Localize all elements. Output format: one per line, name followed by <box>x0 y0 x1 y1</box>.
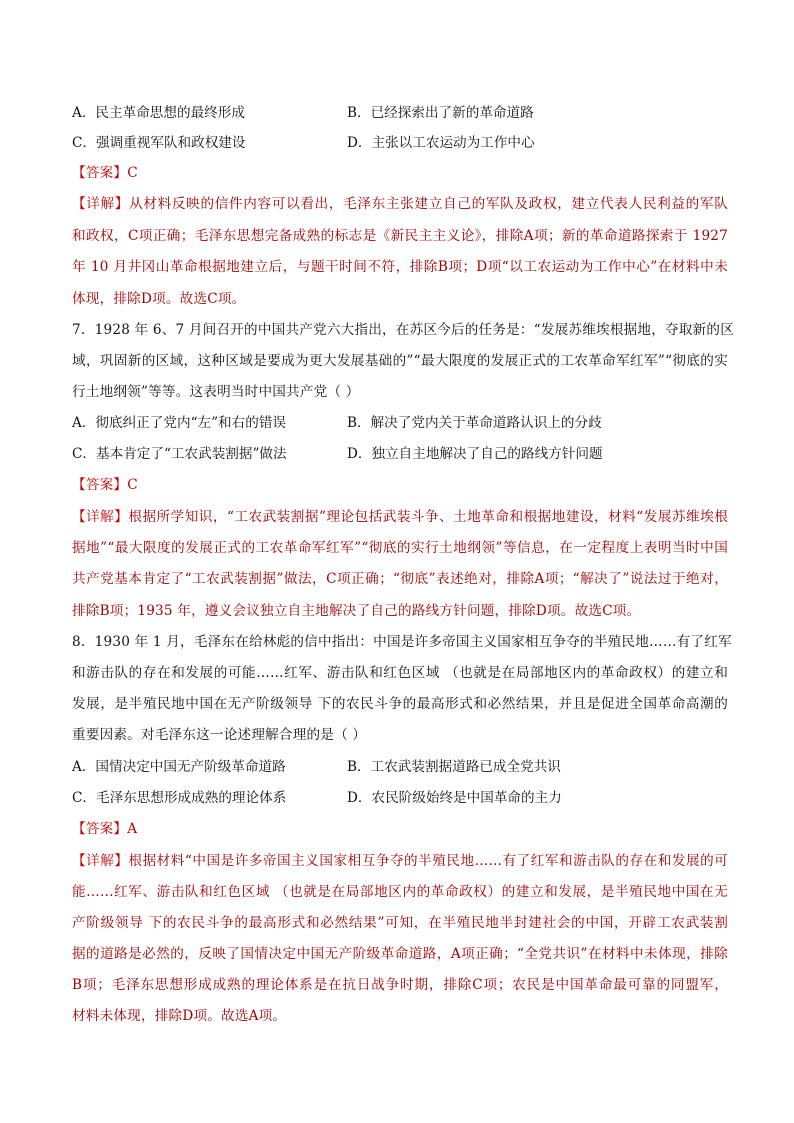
q7-option-a: A．彻底纠正了党内“左”和右的错误 <box>72 415 287 431</box>
q7-detail-tag: 【详解】 <box>72 509 129 525</box>
q8-stem-line-1: 8．1930 年 1 月，毛泽东在给林彪的信中指出：中国是许多帝国主义国家相互争夺的半殖民地……有了红军 <box>72 634 732 650</box>
q8-stem-line-4: 重要因素。对毛泽东这一论述理解合理的是（ ） <box>72 727 367 743</box>
q6-option-a: A．民主革命思想的最终形成 <box>72 105 245 121</box>
q7-detail-line-4: 排除B项；1935 年，遵义会议独立自主地解决了自己的路线方针问题，排除D项。故选C项。 <box>72 603 641 619</box>
q7-detail-line-2: 据地”“最大限度的发展正式的工农革命军红军”“彻底的实行土地纲领”等信息，在一定程度上表明当时中国 <box>72 540 728 556</box>
q8-option-b: B．工农武装割据道路已成全党共识 <box>347 759 561 775</box>
q8-option-c: C．毛泽东思想形成成熟的理论体系 <box>72 790 287 806</box>
q7-stem-line-1: 7．1928 年 6、7 月间召开的中国共产党六大指出，在苏区今后的任务是：“发展苏维埃根据地，夺取新的区 <box>72 322 734 338</box>
q6-answer <box>72 163 138 183</box>
q7-detail-line-1 <box>72 507 728 527</box>
q8-option-a: A．国情决定中国无产阶级革命道路 <box>72 759 286 775</box>
q7-answer-tag: 【答案】 <box>72 477 128 493</box>
q6-option-b: B．已经探索出了新的革命道路 <box>347 105 534 121</box>
q7-answer-value: C <box>127 477 138 493</box>
q6-detail-line-2: 和政权，C项正确；毛泽东思想完备成熟的标志是《新民主主义论》，排除A项；新的革命道路探索于 1927 <box>72 228 728 244</box>
q8-detail-line-3: 产阶级领导 下的农民斗争的最高形式和必然结果”可知，在半殖民地半封建社会的中国，开辟工农武装割 <box>72 915 728 931</box>
q6-detail-line-1 <box>72 194 728 214</box>
q6-option-c: C．强调重视军队和政权建设 <box>72 135 246 151</box>
q7-option-c: C．基本肯定了“工农武装割据”做法 <box>72 446 287 462</box>
q6-detail-line-3: 年 10 月井冈山革命根据地建立后，与题干时间不符，排除B项；D项“以工农运动为工作中心”在材料中未 <box>72 259 728 275</box>
q6-detail-text: 从材料反映的信件内容可以看出，毛泽东主张建立自己的军队及政权，建立代表人民利益的军队 <box>129 196 728 212</box>
q7-stem-line-2: 域，巩固新的区域，这种区域是要成为更大发展基础的”“最大限度的发展正式的工农革命军红军”“彻底的实 <box>72 353 728 369</box>
q8-detail-text: 根据材料“中国是许多帝国主义国家相互争夺的半殖民地……有了红军和游击队的存在和发展的可 <box>128 853 728 869</box>
q8-answer <box>72 819 137 839</box>
q8-detail-line-5: B项；毛泽东思想形成成熟的理论体系是在抗日战争时期，排除C项；农民是中国革命最可靠的同盟军， <box>72 977 728 993</box>
q8-detail-line-4: 据的道路是必然的，反映了国情决定中国无产阶级革命道路，A项正确；“全党共识”在材料中未体现，排除 <box>72 946 728 962</box>
q8-detail-tag: 【详解】 <box>72 853 129 869</box>
q6-detail-line-4: 体现，排除D项。故选C项。 <box>72 291 246 307</box>
q7-option-b: B．解决了党内关于革命道路认识上的分歧 <box>347 415 602 431</box>
q7-stem-line-3: 行土地纲领”等等。这表明当时中国共产党（ ） <box>72 384 360 400</box>
q8-answer-tag: 【答案】 <box>72 821 128 837</box>
q7-option-d: D．独立自主地解决了自己的路线方针问题 <box>347 446 603 462</box>
q7-answer <box>72 475 138 495</box>
q8-detail-line-1 <box>72 851 728 871</box>
q8-stem-line-3: 发展，是半殖民地中国在无产阶级领导 下的农民斗争的最高形式和必然结果，并且是促进全国革命高潮的 <box>72 696 728 712</box>
q6-answer-tag: 【答案】 <box>72 165 128 181</box>
q7-detail-text: 根据所学知识，“工农武装割据”理论包括武装斗争、土地革命和根据地建设，材料“发展苏维埃根 <box>128 509 728 525</box>
q8-answer-value: A <box>127 821 138 837</box>
q6-option-d: D．主张以工农运动为工作中心 <box>347 135 535 151</box>
q8-detail-line-2: 能……红军、游击队和红色区域 （也就是在局部地区内的革命政权）的建立和发展，是半殖民地中国在无 <box>72 884 728 900</box>
q6-detail-tag: 【详解】 <box>72 196 130 212</box>
q6-answer-value: C <box>127 165 138 181</box>
q8-detail-line-6: 材料未体现，排除D项。故选A项。 <box>72 1008 287 1024</box>
q7-detail-line-3: 共产党基本肯定了“工农武装割据”做法，C项正确；“彻底”表述绝对，排除A项；“解决了”说法过于绝对， <box>72 571 728 587</box>
q8-option-d: D．农民阶级始终是中国革命的主力 <box>347 790 562 806</box>
q8-stem-line-2: 和游击队的存在和发展的可能……红军、游击队和红色区域 （也就是在局部地区内的革命政权）的建立和 <box>72 665 728 681</box>
